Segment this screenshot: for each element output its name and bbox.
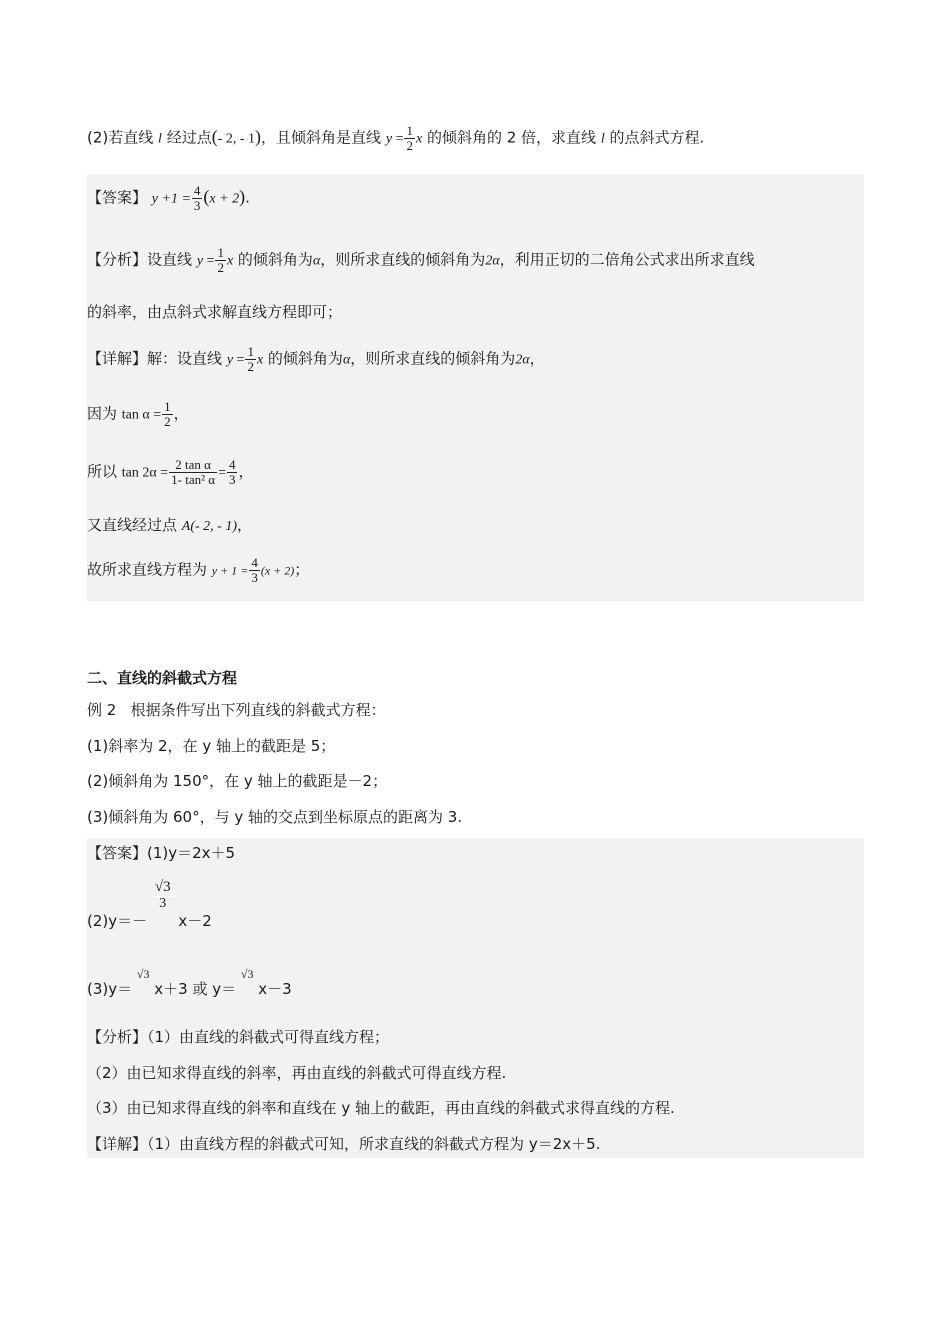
section-heading: 二、直线的斜截式方程: [87, 669, 238, 687]
solution-box-1: [87, 174, 864, 601]
detail-1-so: 所以 tan 2α = $\frac{\text{2 tan α}}{\text{1- tan² α}}$ = $\frac{4}{3}$ ，: [87, 457, 254, 487]
analysis-2-2: （2）由已知求得直线的斜率，再由直线的斜截式可得直线方程.: [87, 1064, 507, 1082]
detail-1-intro: 【详解】解：设直线 y = $\frac{1}{2}$ x 的倾斜角为α，则所求直线的倾斜角为2α，: [87, 344, 545, 374]
detail-1-point: 又直线经过点 A(- 2, - 1)，: [87, 516, 253, 534]
detail-1-because: 因为 tan α = $\frac{1}{2}$ ，: [87, 399, 189, 429]
question-2-1: (1)斜率为 2，在 y 轴上的截距是 5；: [87, 737, 336, 755]
answer-2-3: (3)y＝ √3 x＋3 或 y＝ √3 x－3: [87, 967, 292, 998]
analysis-2-3: （3）由已知求得直线的斜率和直线在 y 轴上的截距，再由直线的斜截式求得直线的方程.: [87, 1099, 675, 1117]
detail-2-1: 【详解】（1）由直线方程的斜截式可知，所求直线的斜截式方程为 y＝2x＋5.: [87, 1135, 601, 1153]
answer-2-1: 【答案】(1)y＝2x＋5: [87, 844, 236, 862]
example-2: 例 2 根据条件写出下列直线的斜截式方程：: [87, 701, 386, 719]
analysis-1: 【分析】设直线 y = $\frac{1}{2}$ x 的倾斜角为α，则所求直线的倾斜角为2α，利用正切的二倍角公式求出所求直线: [87, 245, 755, 275]
question-2-3: (3)倾斜角为 60°，与 y 轴的交点到坐标原点的距离为 3.: [87, 808, 463, 826]
fraction-one-half: $\frac{1}{2}$: [406, 123, 413, 153]
analysis-2-1: 【分析】（1）由直线的斜截式可得直线方程；: [87, 1028, 390, 1046]
detail-1-final: 故所求直线方程为 y + 1 = $\frac{4}{3}$ (x + 2)；: [87, 555, 310, 585]
question-2-2: (2)倾斜角为 150°，在 y 轴上的截距是－2；: [87, 772, 388, 790]
answer-1: 【答案】 y +1 = $\frac{4}{3}$ (x + 2).: [87, 183, 250, 213]
question-part-2: (2)若直线 l 经过点(- 2, - 1)，且倾斜角是直线 y = $\frac{1}{2}$ x 的倾斜角的 2 倍，求直线 l 的点斜式方程.: [87, 123, 705, 153]
analysis-1-line-2: 的斜率，由点斜式求解直线方程即可；: [87, 303, 343, 321]
answer-2-2: (2)y＝－ $\frac{√3}{3}$ x－2: [87, 879, 212, 931]
